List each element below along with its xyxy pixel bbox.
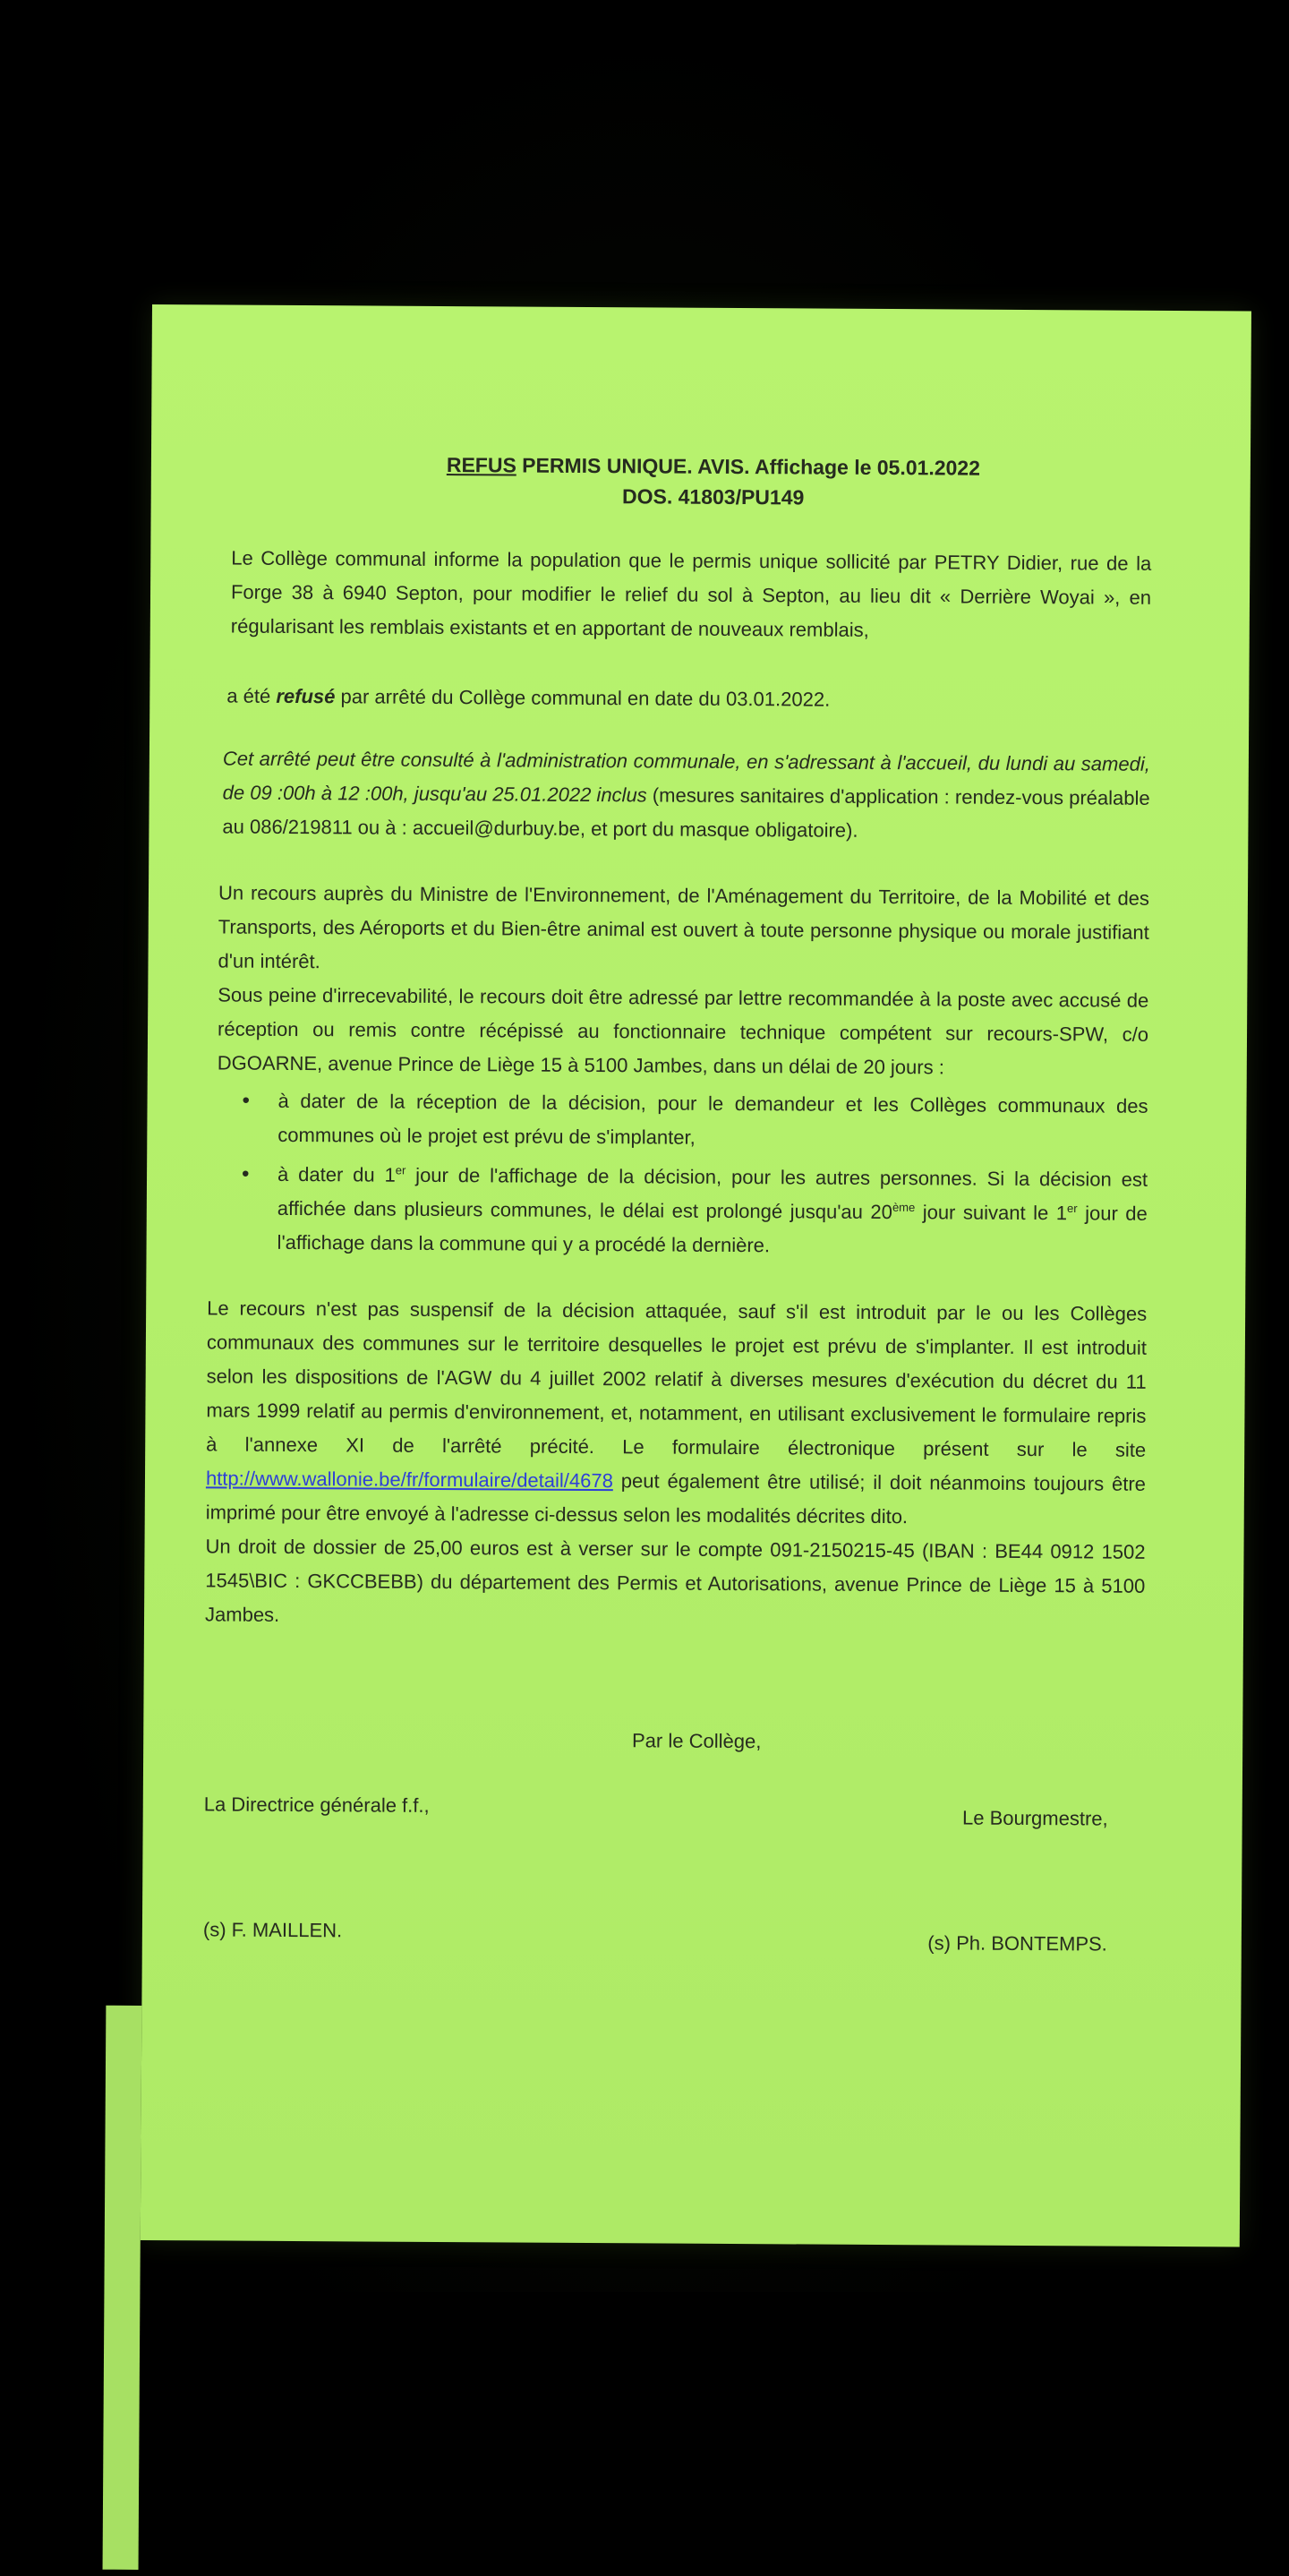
- title-rest: PERMIS UNIQUE. AVIS. Affichage le 05.01.2022: [516, 453, 981, 480]
- notice-heading: [275, 449, 1152, 515]
- bullet2-part-c: jour suivant le 1: [915, 1201, 1068, 1225]
- form-link[interactable]: http://www.wallonie.be/fr/formulaire/detail/4678: [205, 1467, 613, 1493]
- list-item: • à dater de la réception de la décision, pour le demandeur et les Collèges communaux des communes où le projet est prévu de s'implanter,: [277, 1084, 1148, 1158]
- ordinal-sup: er: [1067, 1201, 1078, 1216]
- signoff-line: Par le Collège,: [631, 1729, 762, 1753]
- consultation-paragraph: [222, 741, 1150, 849]
- deadline-list: [216, 1083, 1148, 1264]
- mayor-name: (s) Ph. BONTEMPS.: [927, 1931, 1107, 1956]
- recourse-paragraph: Un recours auprès du Ministre de l'Environnement, de l'Aménagement du Territoire, de la Mobilité et des Transports, des Aéroports et du Bien-être animal est ouvert à toute personne physique ou morale justifiant d'un intérêt.: [218, 881, 1150, 973]
- refusal-after: par arrêté du Collège communal en date du 03.01.2022.: [335, 685, 831, 711]
- notice-sheet: [141, 304, 1251, 2247]
- bullet2-part-d: jour de l'affichage dans la commune qui y a procédé la dernière.: [277, 1202, 1148, 1257]
- refusal-before: a été: [226, 684, 277, 707]
- ordinal-sup: ème: [892, 1200, 916, 1214]
- bullet2-part-b: jour de l'affichage de la décision, pour les autres personnes. Si la décision est affichée dans plusieurs communes, le délai est prolongé jusqu'au 20: [277, 1163, 1148, 1224]
- fee-paragraph: Un droit de dossier de 25,00 euros est à verser sur le compte 091-2150215-45 (IBAN : BE44 0912 1502 1545\BIC : GKCCBEBB) du département des Permis et Autorisations, avenue Prince de Liège 15 à 5100 Jambes.: [204, 1535, 1146, 1626]
- suspensive-after: peut également être utilisé; il doit néanmoins toujours être imprimé pour être envoyé à l'adresse ci-dessus selon les modalités décrites dito.: [205, 1469, 1147, 1528]
- notice-content: [202, 448, 1152, 1972]
- title-refus-word: REFUS: [446, 453, 516, 477]
- admissibility-paragraph: Sous peine d'irrecevabilité, le recours doit être adressé par lettre recommandée à la poste avec accusé de réception ou remis contre récépissé au fonctionnaire technique compétent sur recours-SPW, c/o DGOARNE, avenue Prince de Liège 15 à 5100 Jambes, dans un délai de 20 jours :: [217, 983, 1149, 1079]
- refusal-word: refusé: [276, 684, 336, 708]
- refusal-paragraph: [226, 680, 1150, 719]
- director-name: (s) F. MAILLEN.: [202, 1918, 343, 1942]
- signatory-titles: [203, 1787, 1144, 1846]
- dossier-number: DOS. 41803/PU149: [621, 484, 805, 509]
- director-title: La Directrice générale f.f.,: [203, 1793, 430, 1817]
- signatory-names: [202, 1913, 1143, 1972]
- consultation-italic: Cet arrêté peut être consulté à l'administration communale, en s'adressant à l'accueil, du lundi au samedi, de 09 :00h à 12 :00h, jusqu'au 25.01.2022 inclus: [222, 747, 1150, 807]
- suspensive-before: Le recours n'est pas suspensif de la décision attaquée, sauf s'il est introduit par le ou les Collèges communaux des communes sur le territoire desquelles le projet est prévu de s'implanter. Il est introduit selon les dispositions de l'AGW du 4 juillet 2002 relatif à diverses mesures d'exécution du décret du 11 mars 1999 relatif au permis d'environnement, et, notamment, en utilisant exclusivement le formulaire repris à l'annexe XI de l'arrêté précité. Le formulaire électronique présent sur le site: [206, 1297, 1148, 1461]
- intro-paragraph: Le Collège communal informe la population que le permis unique sollicité par PETRY Didier, rue de la Forge 38 à 6940 Septon, pour modifier le relief du sol à Septon, au lieu dit « Derrière Woyai », en régularisant les remblais existants et en apportant de nouveaux remblais,: [230, 546, 1152, 641]
- list-item: [277, 1158, 1148, 1265]
- mayor-title: Le Bourgmestre,: [961, 1806, 1108, 1830]
- suspensive-paragraph: [206, 1291, 1148, 1535]
- ordinal-sup: er: [395, 1163, 406, 1177]
- bullet2-part-a: à dater du 1: [277, 1162, 396, 1186]
- consultation-rest: (mesures sanitaires d'application : rendez-vous préalable au 086/219811 ou à : accueil@durbuy.be, et port du masque obligatoire).: [222, 783, 1150, 842]
